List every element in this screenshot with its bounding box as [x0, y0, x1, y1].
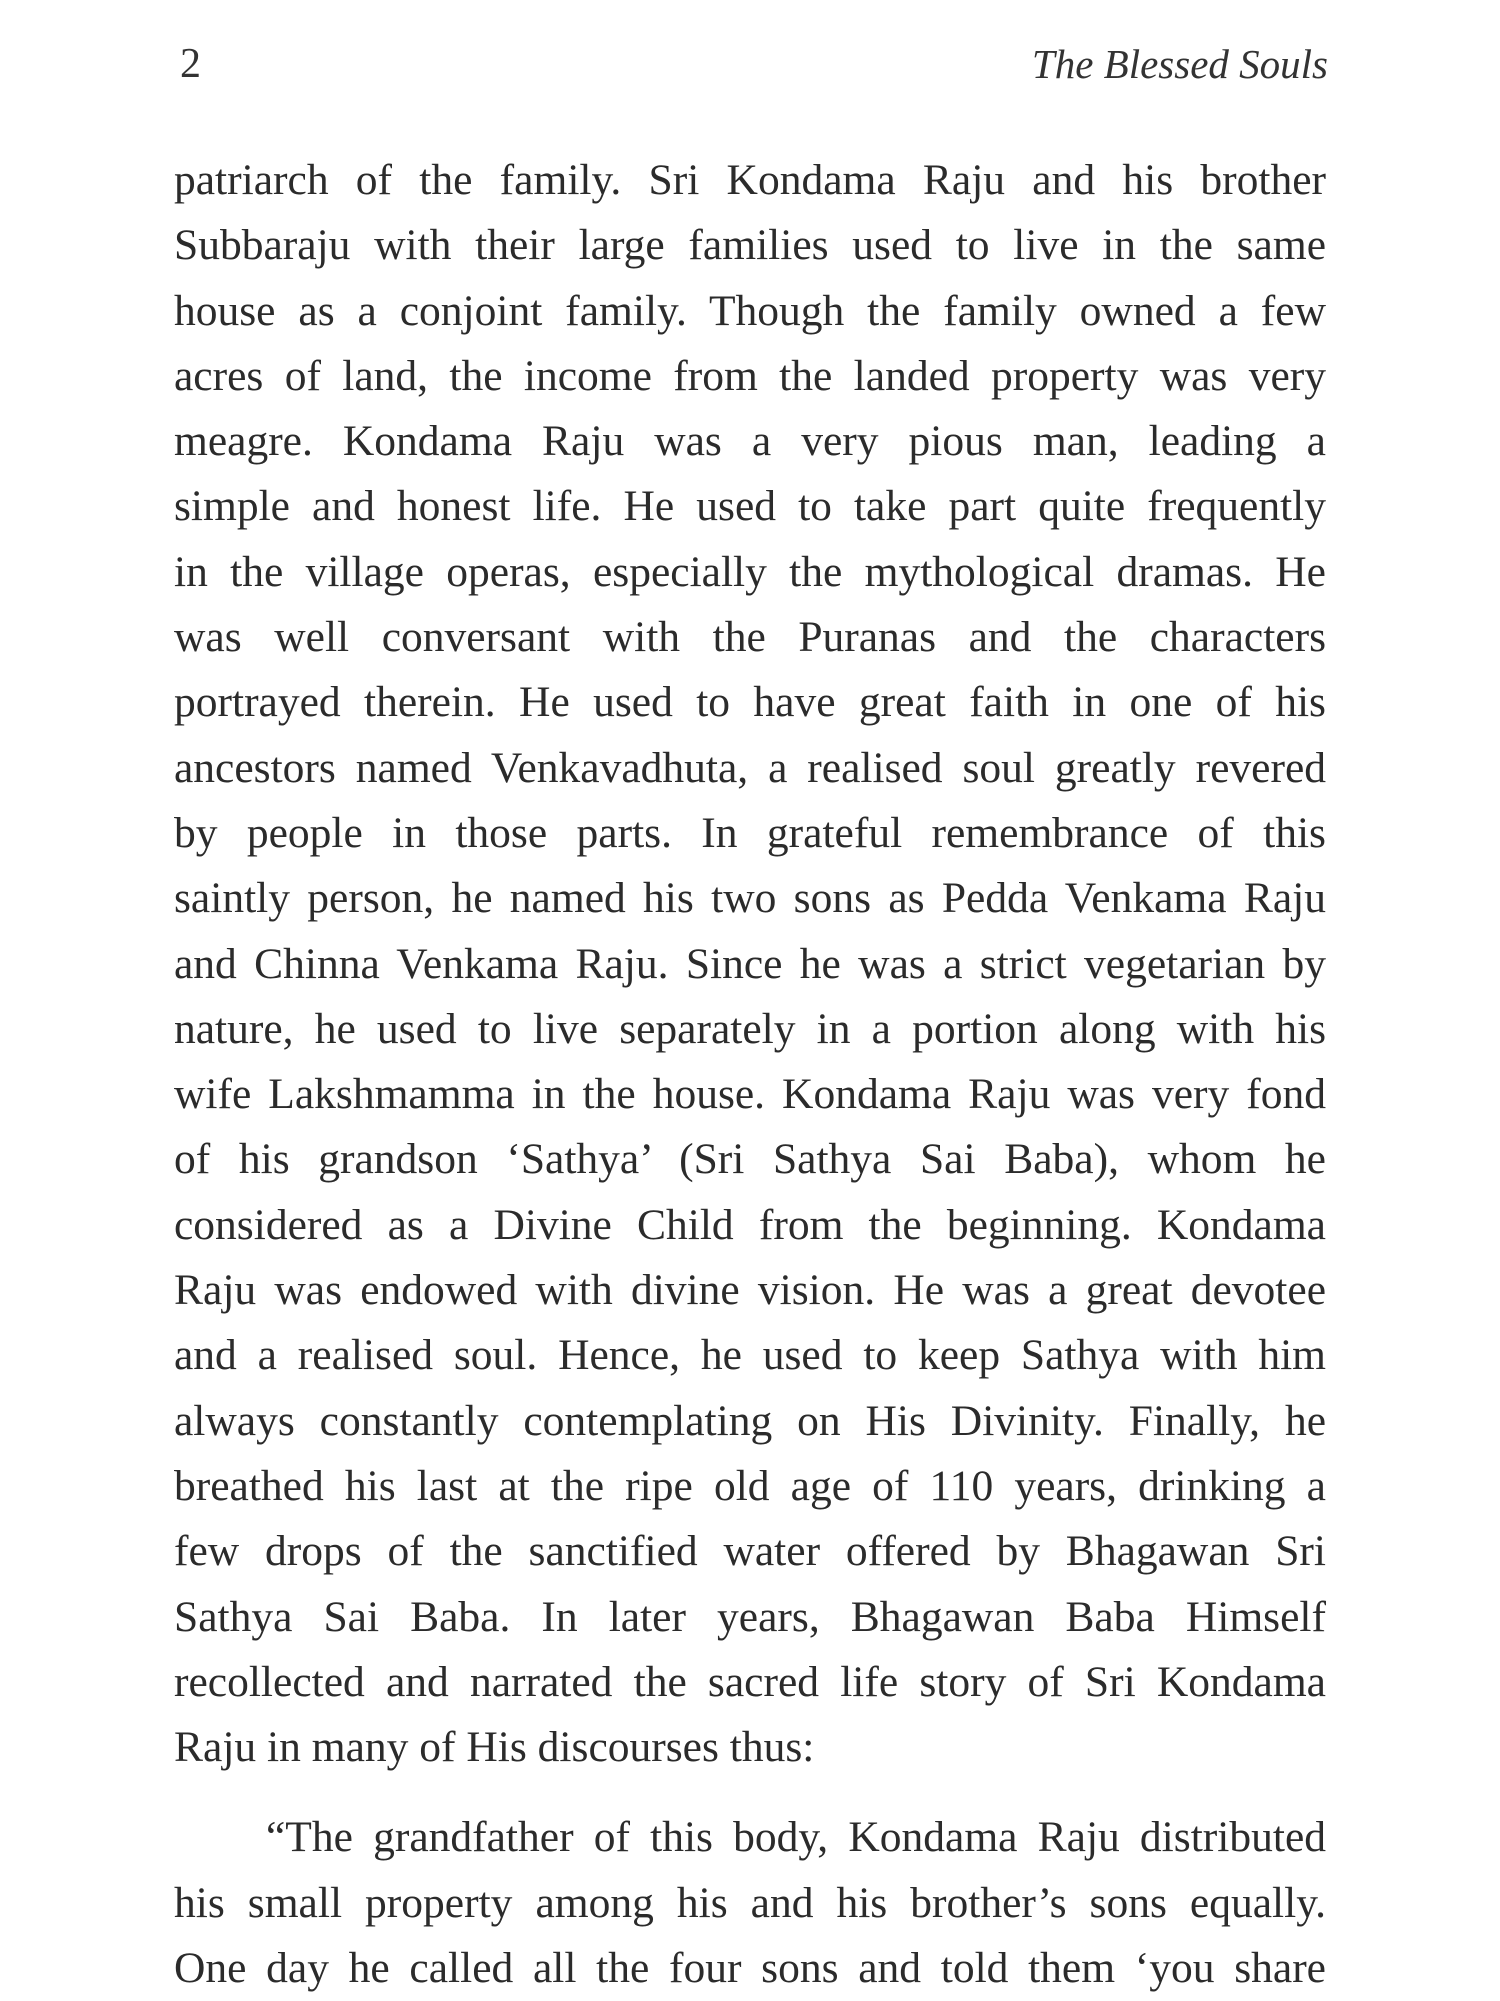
text-line: his small property among his and his brother’s sons equally. [174, 1878, 1326, 1927]
paragraph-gap [174, 1780, 1326, 1805]
text-line: wife Lakshmamma in the house. Kondama Raju was very fond [174, 1070, 1326, 1119]
paragraph-1 [174, 148, 1326, 1780]
text-line: meagre. Kondama Raju was a very pious man, leading a [174, 417, 1326, 466]
text-line: in the village operas, especially the mythological dramas. He [174, 547, 1326, 596]
text-line: Raju was endowed with divine vision. He was a great devotee [174, 1266, 1326, 1315]
text-line: was well conversant with the Puranas and the characters [174, 613, 1326, 662]
text-line: ancestors named Venkavadhuta, a realised soul greatly revered [174, 743, 1326, 792]
text-line: recollected and narrated the sacred life story of Sri Kondama [174, 1657, 1326, 1706]
text-line: nature, he used to live separately in a portion along with his [174, 1004, 1326, 1053]
book-title: The Blessed Souls [1031, 41, 1328, 87]
text-line: and Chinna Venkama Raju. Since he was a strict vegetarian by [174, 939, 1326, 988]
text-line: few drops of the sanctified water offered by Bhagawan Sri [174, 1527, 1326, 1576]
text-line: breathed his last at the ripe old age of 110 years, drinking a [174, 1461, 1326, 1510]
text-line: “The grandfather of this body, Kondama Raju distributed [266, 1813, 1326, 1862]
text-line: portrayed therein. He used to have great faith in one of his [174, 678, 1326, 727]
text-line: simple and honest life. He used to take part quite frequently [174, 482, 1326, 531]
text-line: saintly person, he named his two sons as Pedda Venkama Raju [174, 874, 1326, 923]
body-text [174, 148, 1326, 2001]
text-line: considered as a Divine Child from the beginning. Kondama [174, 1200, 1326, 1249]
paragraph-2 [174, 1805, 1326, 2001]
text-line: Sathya Sai Baba. In later years, Bhagawan Baba Himself [174, 1592, 1326, 1641]
text-line: house as a conjoint family. Though the family owned a few [174, 286, 1326, 335]
text-line: of his grandson ‘Sathya’ (Sri Sathya Sai Baba), whom he [174, 1135, 1326, 1184]
text-line: Raju in many of His discourses thus: [174, 1723, 815, 1772]
text-line: Subbaraju with their large families used to live in the same [174, 221, 1326, 270]
running-header [180, 38, 1328, 98]
text-line: acres of land, the income from the landed property was very [174, 351, 1326, 400]
text-line: by people in those parts. In grateful remembrance of this [174, 808, 1326, 857]
text-line: patriarch of the family. Sri Kondama Raju and his brother [174, 156, 1326, 204]
text-line: and a realised soul. Hence, he used to keep Sathya with him [174, 1331, 1326, 1380]
text-line: always constantly contemplating on His Divinity. Finally, he [174, 1396, 1326, 1445]
page-number: 2 [180, 41, 201, 87]
text-line: One day he called all the four sons and told them ‘you share [174, 1944, 1326, 1993]
